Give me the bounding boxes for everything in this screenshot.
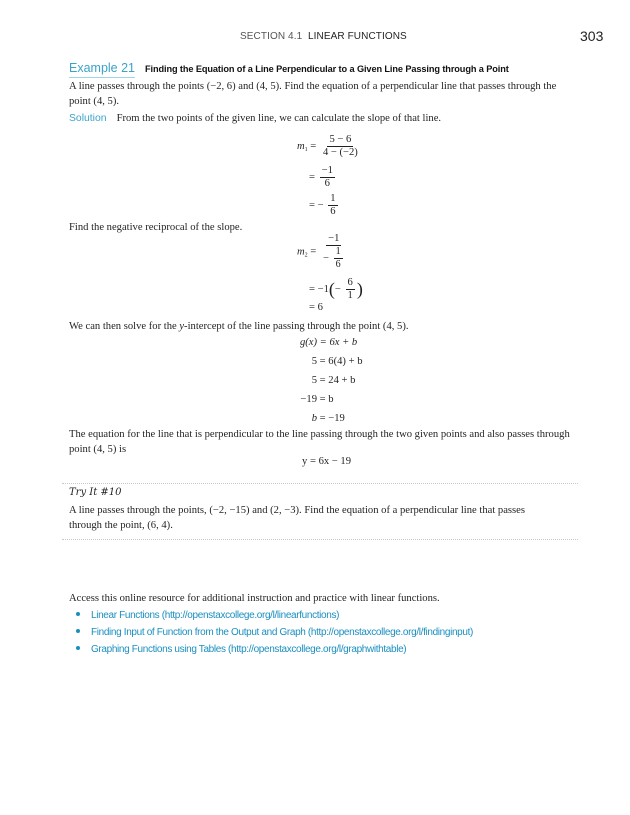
m1-fraction [321,134,360,159]
rhs: = b [319,394,334,405]
intercept-text [69,319,409,334]
m1-fraction-2 [320,165,335,190]
m1-step2: = $\frac{-1}{6}$ [309,165,333,189]
m1-symbol: m [297,140,305,152]
bullet-icon [76,646,80,650]
numerator: 1 [330,193,336,204]
rhs: = 24 + b [319,375,356,386]
running-header [240,31,407,42]
lhs: b [311,413,317,424]
minus-sign: − [334,283,341,295]
lhs: 5 [311,375,317,386]
link-text[interactable]: Finding Input of Function from the Output and Graph (http://openstaxcollege.org/l/findinginput) [91,627,473,638]
text: -intercept of the line passing through the point (4, 5). [184,321,409,332]
try-it-top-divider [62,483,578,484]
m2-step3: = 6 [309,302,323,313]
denominator: 6 [324,178,330,189]
prefix: = −1 [309,283,329,295]
try-it-label: Try It #10 [69,487,122,498]
minus-sign: − [322,252,329,264]
bullet-icon [76,629,80,633]
variable: y [179,321,185,332]
denominator: 1 [347,290,353,301]
m1-numerator: 5 − 6 [329,134,352,145]
page-number: 303 [580,28,604,44]
minus-sign: − [317,199,324,211]
conclusion-text: The equation for the line that is perpendicular to the line passing through the two given points and also passes through point (4, 5) is [69,429,570,455]
complex-denominator [321,246,347,271]
inner-fraction [334,246,343,271]
m1-step3: = − $\frac{1}{6}$ [309,193,336,217]
try-it-bottom-divider [62,539,578,540]
m1-step1: $m_1$ = $\frac{5 - 6}{4 - (-2)}$ [297,134,358,158]
rhs: = 6(4) + b [319,356,363,367]
numerator: 1 [335,246,341,257]
final-equation: y = 6x − 19 [302,456,352,467]
link-text[interactable]: Linear Functions (http://openstaxcollege.org/l/linearfunctions) [91,610,340,621]
numerator: −1 [321,165,333,176]
resource-link-graphing-functions[interactable] [76,641,473,658]
lhs: −19 [300,394,317,405]
rhs: = −19 [319,413,345,424]
numerator: −1 [328,233,340,244]
m2-symbol: m [297,246,305,258]
link-text[interactable]: Graphing Functions using Tables (http://openstaxcollege.org/l/graphwithtable) [91,644,407,655]
m2-subscript: 2 [304,252,308,259]
m2-step2: = −1(− $\frac{6}{1}$ ) [309,277,363,301]
resource-link-linear-functions[interactable] [76,607,473,624]
resources-intro: Access this online resource for additional instruction and practice with linear functions. [69,593,440,604]
intercept-step-3 [280,375,355,386]
m1-subscript: 1 [304,146,308,153]
example-problem: A line passes through the points (−2, 6) and (4, 5). Find the equation of a perpendicular line that passes through the point (4, 5). [69,81,557,107]
text: We can then solve for the [69,321,180,332]
intercept-step-5 [280,413,345,424]
numerator: 6 [347,277,353,288]
rhs: = 6x + b [319,337,358,348]
reciprocal-text: Find the negative reciprocal of the slope. [69,222,243,233]
section-title: LINEAR FUNCTIONS [308,31,407,42]
m2-step1: $m_2$ = −1 − $\frac{1}{6}$ [297,233,349,271]
m1-fraction-3 [328,193,337,218]
example-title: Finding the Equation of a Line Perpendicular to a Given Line Passing through a Point [145,64,509,74]
resource-link-finding-input[interactable] [76,624,473,641]
denominator: 6 [330,206,336,217]
m1-denominator: 4 − (−2) [322,147,358,158]
lhs: g(x) [299,337,317,348]
example-label: Example 21 [69,61,135,78]
section-number: SECTION 4.1 [240,31,303,42]
m2-fraction [321,233,347,271]
resource-links [76,607,473,658]
lhs: 5 [311,356,317,367]
intercept-step-2 [280,356,363,367]
intercept-step-1 [280,337,400,348]
solution-label: Solution [69,113,107,124]
solution-intro [69,111,441,126]
denominator: 6 [335,259,341,270]
m2-fraction-2 [346,277,355,302]
intercept-step-4 [280,394,334,405]
try-it-text: A line passes through the points, (−2, −15) and (2, −3). Find the equation of a perpendicular line that passes through the point, (6, 4). [69,505,525,531]
solution-intro-text: From the two points of the given line, we can calculate the slope of that line. [116,113,442,124]
bullet-icon [76,612,80,616]
